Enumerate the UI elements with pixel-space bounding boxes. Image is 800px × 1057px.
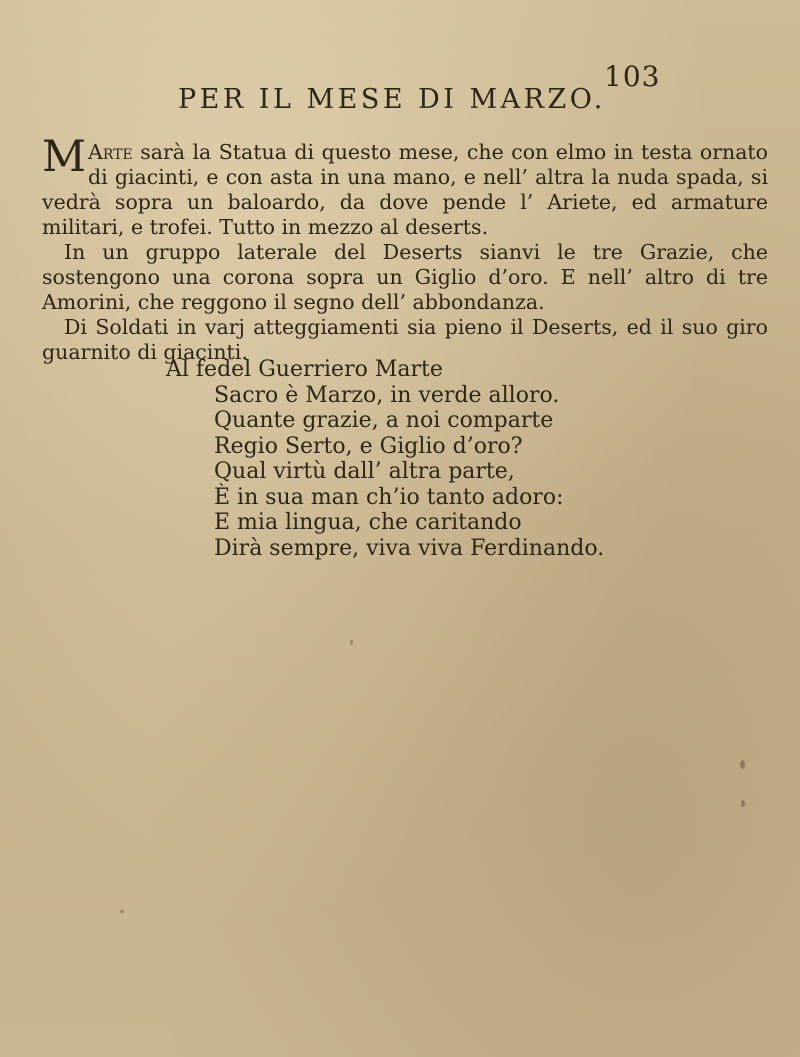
paragraph-soldiers: Di Soldati in varj atteggiamenti sia pieno il Deserts, ed il suo giro guarnito di giacinti. [42, 315, 768, 364]
verse-stanza [166, 357, 605, 561]
verse-line: Regio Serto, e Giglio d’oro? [214, 433, 523, 459]
verse-line: E mia lingua, che caritando [214, 510, 522, 535]
paper-speck [740, 760, 745, 769]
verse-line: Qual virtù dall’ altra parte, [214, 459, 515, 484]
paper-speck [120, 910, 124, 913]
verse-line: Quante grazie, a noi comparte [214, 408, 554, 433]
paragraph-lead-word: Arte [88, 140, 133, 164]
verse-line: Sacro è Marzo, in verde alloro. [214, 382, 560, 408]
page-number: 103 [604, 60, 661, 93]
running-head: PER IL MESE DI MARZO. [178, 84, 606, 115]
drop-cap: M [42, 132, 87, 182]
paragraph-text: sarà la Statua di questo mese, che con elmo in testa ornato di giacinti, e con asta in una mano, e nell’ altra la nuda spada, si vedrà sopra un baloardo, da dove pende l’ Ariete, ed armature militari, e trofei. Tutto in mezzo al deserts. [42, 140, 768, 239]
paper-speck [741, 800, 745, 807]
prose-block [42, 132, 768, 365]
paragraph-statue [42, 132, 768, 240]
paragraph-graces: In un gruppo laterale del Deserts sianvi le tre Grazie, che sostengono una corona sopra un Giglio d’oro. E nell’ altro di tre Amorini, che reggono il segno dell’ abbondanza. [42, 240, 768, 314]
verse-line: Dirà sempre, viva viva Ferdinando. [214, 535, 605, 561]
paper-speck [350, 640, 353, 645]
verse-line: Al fedel Guerriero Marte [166, 357, 443, 382]
verse-line: È in sua man ch’io tanto adoro: [214, 484, 564, 510]
